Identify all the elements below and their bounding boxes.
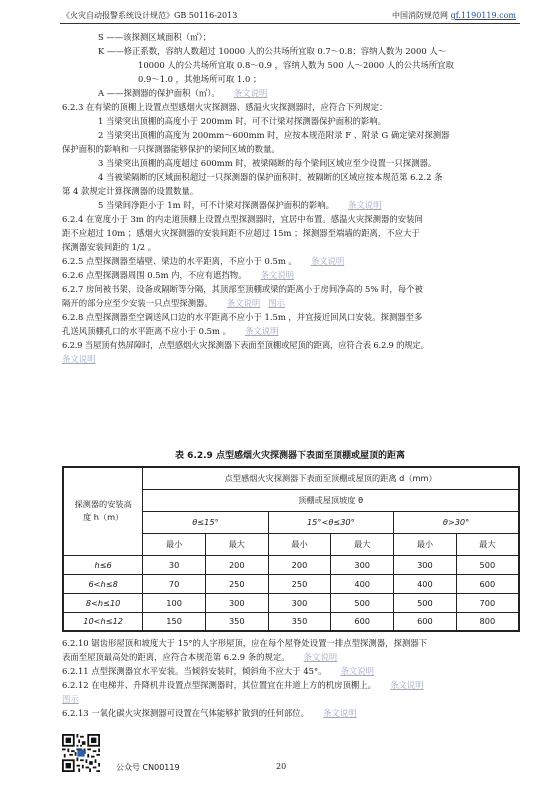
footer-wechat-account: 公众号 CN00119 <box>116 763 180 772</box>
definition-a-text: A ——探测器的保护面积（㎡）。 <box>98 88 220 98</box>
table-cell: 200 <box>205 555 268 574</box>
clause-6-2-10-cont <box>62 650 518 664</box>
table-cell: 100 <box>143 593 206 612</box>
table-cell-height: h≤6 <box>63 555 143 574</box>
clause-6-2-3-item-3: 3 当梁突出顶棚的高度超过 600mm 时，被梁隔断的每个梁间区域应至少设置一只探测器。 <box>98 158 437 168</box>
table-cell: 500 <box>331 593 394 612</box>
link-explanation-6-2-3[interactable]: 条文说明 <box>347 200 382 210</box>
table-cell: 300 <box>268 593 331 612</box>
clause-6-2-3: 6.2.3 在有梁的顶棚上设置点型感烟火灾探测器、感温火灾探测器时，应符合下列规定： <box>62 102 388 112</box>
table-cell: 400 <box>331 574 394 593</box>
table-cell: 800 <box>456 612 519 631</box>
clause-6-2-9: 6.2.9 当屋顶有热屏障时，点型感烟火灾探测器下表面至顶棚或屋顶的距离，应符合表 6.2.9 的规定。 <box>62 340 429 350</box>
link-explanation-6-2-10[interactable]: 条文说明 <box>303 652 338 662</box>
clause-6-2-10-cont-text: 表面至屋顶最高处的距离，应符合本规范第 6.2.9 条的规定。 <box>62 652 290 662</box>
clause-6-2-7-cont-text: 隔开的部分应至少安装一只点型探测器。 <box>62 298 213 308</box>
table-cell: 300 <box>205 593 268 612</box>
clause-6-2-3-item-2-cont: 保护面积的影响和一只探测器能够保护的梁间区域的数量。 <box>62 144 280 154</box>
clause-6-2-12-links <box>62 692 518 706</box>
table-cell: 500 <box>456 555 519 574</box>
link-explanation-6-2-7[interactable]: 条文说明 <box>226 298 261 308</box>
table-cell: 350 <box>205 612 268 631</box>
clause-6-2-6-text: 6.2.6 点型探测器周围 0.5m 内，不应有遮挡物。 <box>62 270 247 280</box>
body-lower <box>62 636 518 720</box>
table-cell: 300 <box>331 555 394 574</box>
clause-6-2-7-cont <box>62 296 518 310</box>
table-cell: 500 <box>394 593 457 612</box>
clause-6-2-8-cont <box>62 324 518 338</box>
table-row <box>63 555 519 574</box>
clause-6-2-13 <box>62 706 518 720</box>
table-minmax-cell: 最大 <box>331 533 394 555</box>
table-cell: 400 <box>394 574 457 593</box>
clause-6-2-12 <box>62 678 518 692</box>
definition-a <box>62 86 518 100</box>
table-cell: 350 <box>268 612 331 631</box>
table-header-distance: 点型感烟火灾探测器下表面至顶棚或屋顶的距离 d（mm） <box>143 467 519 489</box>
body-upper <box>62 30 518 366</box>
clause-6-2-13-text: 6.2.13 一氧化碳火灾探测器可设置在气体能够扩散到的任何部位。 <box>62 708 310 718</box>
clause-6-2-6 <box>62 268 518 282</box>
table-cell: 250 <box>205 574 268 593</box>
definition-k: K ——修正系数，容纳人数超过 10000 人的公共场所宜取 0.7～0.8；容纳人数为 2000 人～ <box>98 46 447 56</box>
clause-6-2-4-cont-1: 距不应超过 10m ；感烟火灾探测器的安装间距不应超过 15m ；探测器至端墙的距离，不应大于 <box>62 228 420 238</box>
clause-6-2-11-text: 6.2.11 点型探测器宜水平安装。当倾斜安装时，倾斜角不应大于 45°。 <box>62 666 327 676</box>
table-row <box>63 612 519 631</box>
table-header-height: 探测器的安装高度 h（m） <box>63 467 143 555</box>
table-cell: 600 <box>331 612 394 631</box>
header-divider <box>60 23 520 24</box>
link-explanation-6-2-13[interactable]: 条文说明 <box>323 708 357 718</box>
clause-6-2-3-item-4-cont: 第 4 款规定计算探测器的设置数量。 <box>62 186 199 196</box>
table-minmax-cell: 最小 <box>394 533 457 555</box>
table-header-slope: 顶棚或屋顶坡度 θ <box>143 489 519 511</box>
table-cell: 200 <box>268 555 331 574</box>
clause-6-2-8: 6.2.8 点型探测器至空调送风口边的水平距离不应小于 1.5m ，并宜接近回风口安装。探测器至多 <box>62 312 423 322</box>
clause-6-2-8-cont-text: 孔送风顶棚孔口的水平距离不应小于 0.5m 。 <box>62 326 231 336</box>
clause-6-2-3-item-4: 4 当被梁隔断的区域面积超过一只探测器的保护面积时，被隔断的区域应按本规范第 6.2.2 条 <box>98 172 443 182</box>
table-cell: 600 <box>394 612 457 631</box>
link-explanation-6-2-8[interactable]: 条文说明 <box>244 326 279 336</box>
link-explanation-6-2-6[interactable]: 条文说明 <box>260 270 295 280</box>
link-figure-6-2-7[interactable]: 图示 <box>268 298 285 308</box>
table-title: 表 6.2.9 点型感烟火灾探测器下表面至顶棚或屋顶的距离 <box>175 451 405 461</box>
clause-6-2-9-links <box>62 352 518 366</box>
link-explanation-6-2-5[interactable]: 条文说明 <box>310 256 345 266</box>
clause-6-2-3-item-1: 1 当梁突出顶棚的高度小于 200mm 时，可不计梁对探测器保护面积的影响。 <box>98 116 387 126</box>
qr-code-icon <box>62 734 100 772</box>
table-cell: 700 <box>456 593 519 612</box>
definition-k-cont-1: 10000 人的公共场所宜取 0.8～0.9 ，容纳人数为 500 人～2000 人的公共场所宜取 <box>138 60 454 70</box>
link-explanation-6-2-9[interactable]: 条文说明 <box>62 354 96 364</box>
header-document-title: 《火灾自动报警系统设计规范》GB 50116-2013 <box>62 11 238 20</box>
table-cell: 70 <box>143 574 206 593</box>
clause-6-2-11 <box>62 664 518 678</box>
header-site-url[interactable]: gf.1190119.com <box>450 11 516 20</box>
header-site-name: 中国消防规范网 <box>392 11 451 20</box>
clause-6-2-5 <box>62 254 518 268</box>
clause-6-2-12-text: 6.2.12 在电梯井、升降机井设置点型探测器时，其位置宜在井道上方的机房顶棚上。 <box>62 680 377 690</box>
definition-k-cont-2: 0.9～1.0 ，其他场所可取 1.0 ； <box>138 74 262 84</box>
table-angle-1: 15°<θ≤30° <box>268 511 393 533</box>
table-cell: 300 <box>394 555 457 574</box>
table-minmax-cell: 最小 <box>143 533 206 555</box>
clause-6-2-3-item-2: 2 当梁突出顶棚的高度为 200mm～600mm 时，应按本规范附录 F 、附录 G 确定梁对探测器 <box>98 130 450 140</box>
header-site <box>392 10 516 21</box>
clause-6-2-4-cont-2: 探测器安装间距的 1/2 。 <box>62 242 157 252</box>
link-explanation-6-2-12[interactable]: 条文说明 <box>390 680 424 690</box>
table-cell-height: 8<h≤10 <box>63 593 143 612</box>
table-angle-2: θ>30° <box>394 511 519 533</box>
table-minmax-cell: 最小 <box>268 533 331 555</box>
clause-6-2-10: 6.2.10 锯齿形屋顶和坡度大于 15°的人字形屋顶，应在每个屋脊处设置一排点型探测器，探测器下 <box>62 638 428 648</box>
table-row <box>63 574 519 593</box>
table-cell: 250 <box>268 574 331 593</box>
link-figure-6-2-12[interactable]: 图示 <box>62 694 79 704</box>
table-cell: 600 <box>456 574 519 593</box>
table-cell: 30 <box>143 555 206 574</box>
link-explanation-a[interactable]: 条文说明 <box>233 88 268 98</box>
table-minmax-cell: 最大 <box>456 533 519 555</box>
clause-6-2-5-text: 6.2.5 点型探测器至墙壁、梁边的水平距离，不应小于 0.5m 。 <box>62 256 297 266</box>
page-number: 20 <box>276 762 287 771</box>
table-cell: 150 <box>143 612 206 631</box>
table-minmax-cell: 最大 <box>205 533 268 555</box>
clause-6-2-3-item-5 <box>62 198 518 212</box>
clause-6-2-4: 6.2.4 在宽度小于 3m 的内走道顶棚上设置点型探测器时，宜居中布置。感温火灾探测器的安装间 <box>62 214 423 224</box>
clause-6-2-3-item-5-text: 5 当梁间净距小于 1m 时，可不计梁对探测器保护面积的影响。 <box>98 200 334 210</box>
distance-table <box>62 466 520 632</box>
table-angle-0: θ≤15° <box>143 511 268 533</box>
table-cell-height: 6<h≤8 <box>63 574 143 593</box>
clause-6-2-7: 6.2.7 房间被书架、设备或隔断等分隔，其顶部至顶棚或梁的距离小于房间净高的 5% 时，每个被 <box>62 284 423 294</box>
definition-s: S ——该探测区域面积（㎡）； <box>98 32 212 42</box>
link-explanation-6-2-11[interactable]: 条文说明 <box>340 666 375 676</box>
table-cell-height: 10<h≤12 <box>63 612 143 631</box>
table-row <box>63 593 519 612</box>
